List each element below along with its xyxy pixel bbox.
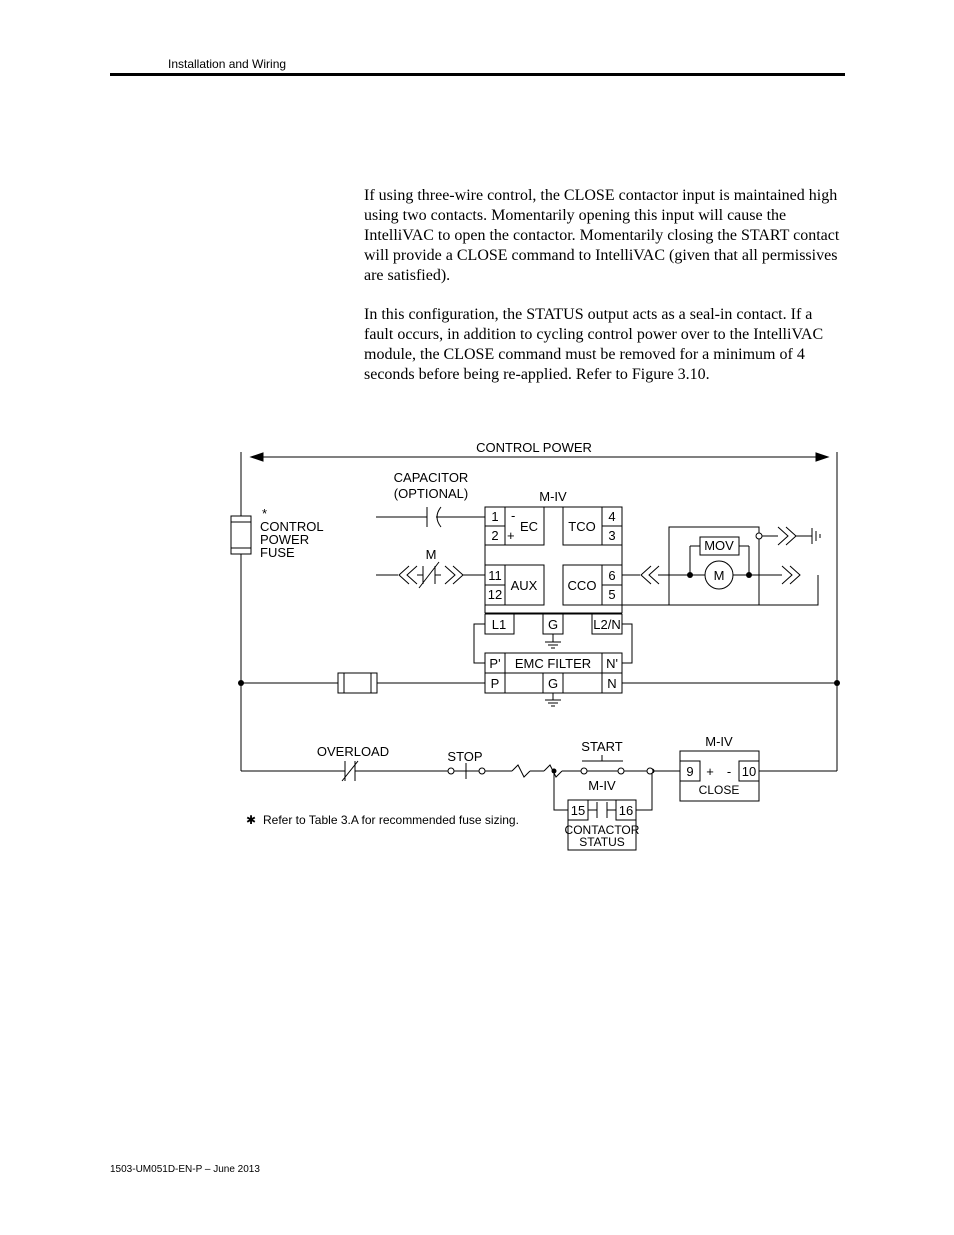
close-minus: - bbox=[726, 764, 732, 779]
contactor-label: CONTACTOR bbox=[564, 823, 640, 837]
terminal-l2n: L2/N bbox=[593, 617, 621, 632]
body-paragraph-2: In this configuration, the STATUS output acts as a seal-in contact. If a fault occurs, in addition to cycling control power over to the IntelliVAC module, the CLOSE command must be removed for a minimum of 4 seconds before being re-applied. Refer to Figure 3.10. bbox=[364, 306, 824, 383]
terminal-n: N bbox=[607, 676, 617, 691]
emc-filter-label: EMC FILTER bbox=[514, 656, 592, 671]
fuse-label-1: CONTROL bbox=[260, 519, 324, 534]
mov-label: MOV bbox=[704, 538, 734, 553]
capacitor-optional-label: (OPTIONAL) bbox=[393, 486, 469, 501]
stop-label: STOP bbox=[447, 749, 483, 764]
terminal-1: 1 bbox=[491, 509, 499, 524]
miv-top-label: M-IV bbox=[539, 489, 567, 504]
body-paragraph-1: If using three-wire control, the CLOSE contactor input is maintained high using two contacts. Momentarily opening this input will cause the IntelliVAC to open the contactor. Momentarily closing the START contact will provide a CLOSE command to IntelliVAC (given that all permissives are satisfied). bbox=[364, 187, 840, 284]
terminal-3: 3 bbox=[608, 528, 616, 543]
terminal-5: 5 bbox=[608, 587, 616, 602]
note-star: ✱ bbox=[246, 813, 257, 827]
fuse-label-2: POWER bbox=[260, 532, 310, 547]
footer-doc-id: 1503-UM051D-EN-P – June 2013 bbox=[110, 1164, 260, 1175]
status-label: STATUS bbox=[579, 835, 625, 849]
terminal-1-sign: - bbox=[511, 508, 516, 523]
terminal-6: 6 bbox=[608, 568, 616, 583]
terminal-4: 4 bbox=[608, 509, 616, 524]
overload-label: OVERLOAD bbox=[316, 744, 390, 759]
terminal-10: 10 bbox=[741, 764, 757, 779]
terminal-11: 11 bbox=[488, 568, 502, 583]
terminal-16: 16 bbox=[618, 803, 634, 818]
capacitor-label: CAPACITOR bbox=[393, 470, 469, 485]
close-label: CLOSE bbox=[698, 783, 740, 797]
terminal-9: 9 bbox=[686, 764, 694, 779]
motor-label: M bbox=[713, 568, 725, 583]
terminal-p: P bbox=[490, 676, 500, 691]
terminal-g1: G bbox=[547, 617, 559, 632]
cco-label: CCO bbox=[567, 578, 597, 593]
miv-close-label: M-IV bbox=[705, 734, 733, 749]
control-power-label: CONTROL POWER bbox=[476, 440, 592, 455]
terminal-2-sign: + bbox=[507, 528, 515, 543]
m-label: M bbox=[425, 547, 437, 562]
miv-status-label: M-IV bbox=[588, 778, 616, 793]
terminal-g2: G bbox=[547, 676, 559, 691]
terminal-12: 12 bbox=[487, 587, 503, 602]
close-plus: + bbox=[706, 764, 714, 779]
terminal-p-prime: P' bbox=[489, 656, 501, 671]
tco-label: TCO bbox=[568, 519, 596, 534]
fuse-label-3: FUSE bbox=[260, 545, 295, 560]
ec-label: EC bbox=[519, 519, 539, 534]
fuse-star: * bbox=[262, 506, 268, 521]
terminal-2: 2 bbox=[491, 528, 499, 543]
fuse-note: Refer to Table 3.A for recommended fuse sizing. bbox=[263, 813, 519, 827]
terminal-n-prime: N' bbox=[606, 656, 618, 671]
running-header: Installation and Wiring bbox=[168, 57, 287, 71]
start-label: START bbox=[581, 739, 623, 754]
aux-label: AUX bbox=[510, 578, 538, 593]
terminal-15: 15 bbox=[570, 803, 586, 818]
terminal-l1: L1 bbox=[491, 617, 507, 632]
